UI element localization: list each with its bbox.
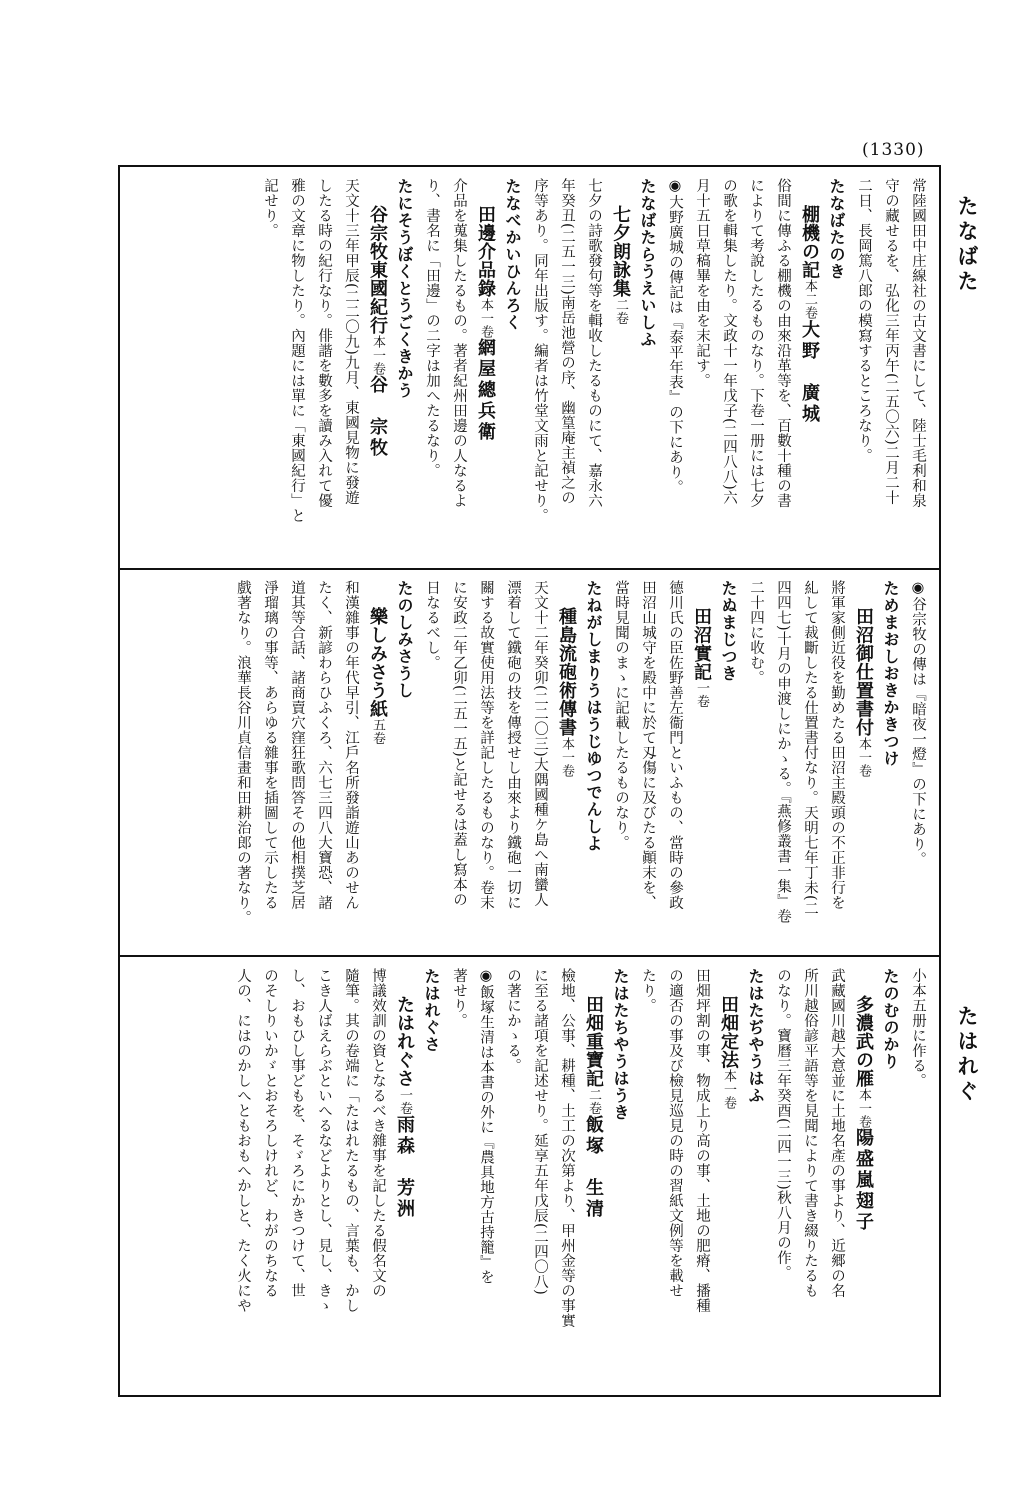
text-band-1 — [126, 178, 931, 560]
entry-body-line: 道其等合話、諸商賣穴窪狂歌問答その他相撲芝居 — [289, 580, 305, 910]
entry-body-line: ◉飯塚生清は本書の外に『農具地方古持籠』を — [478, 968, 494, 1285]
entry-heading: たなばたらうえいしふ — [638, 178, 657, 348]
entry-body-line: 博議效訓の資となるべき雜事を記したる假名文の — [370, 968, 386, 1298]
entry-body-line: 人の、にはのかしへともおもへかしと、たく火にや — [235, 968, 251, 1313]
entry-volumes: 二卷 — [613, 297, 628, 325]
entry-title-line — [715, 995, 742, 1388]
entry-title: 田邊介品錄 — [475, 205, 496, 298]
entry-title-line — [688, 607, 715, 947]
entry-title: 田沼御仕置書付 — [853, 607, 874, 737]
entry-heading: たなばたのき — [827, 178, 846, 280]
entry-author: 雨森 芳洲 — [394, 1114, 415, 1220]
entry-body-line: 田畑坪割の事、物成上り高の事、土地の肥瘠、播種 — [694, 968, 710, 1313]
entry-body-line: ◉大野廣城の傳記は『泰平年表』の下にあり。 — [667, 178, 683, 495]
entry-body-line: 當時見聞のまゝに記載したるものなり。 — [613, 580, 629, 850]
entry-heading: たにそうぼくとうごくきかう — [395, 178, 414, 399]
entry-volumes: 本一卷 — [370, 334, 385, 375]
entry-body-line: 武藏國川越大意並に土地名產の事より、近郷の名 — [829, 968, 845, 1298]
entry-title: 谷宗牧東國紀行 — [367, 205, 388, 335]
entry-body-line: 日なるべし。 — [424, 580, 440, 670]
entry-body-line: たり。 — [640, 968, 656, 1013]
entry-heading: ためまおしおきかきつけ — [881, 580, 900, 767]
side-heading-top: たなばた — [955, 195, 979, 295]
entry-heading: たなべかいひんろく — [503, 178, 522, 331]
entry-body-line: 四四七)十月の申渡しにかゝる。『燕修叢書一集』卷 — [775, 580, 791, 924]
entry-body-line: の歌を輯集したり。文政十一年戊子(二四八八)六 — [721, 178, 737, 506]
entry-body-line: 序等あり。同年出版す。編者は竹堂文雨と記せり。 — [532, 178, 548, 523]
entry-volumes: 二卷 — [586, 1087, 601, 1115]
entry-volumes: 本一卷 — [559, 736, 574, 777]
entry-body-line: 糺して裁斷したる仕置書付なり。天明七年丁未(二 — [802, 580, 818, 917]
page-number: (1330) — [862, 140, 925, 160]
band-divider — [118, 955, 941, 957]
entry-title-line — [580, 995, 607, 1388]
entry-heading: たのしみさうし — [395, 580, 414, 699]
entry-body-line: に至る諸項を記述せり。延享五年戊辰(二四〇八) — [532, 968, 548, 1296]
entry-title: 田畑定法 — [718, 995, 739, 1069]
entry-body-line: のなり。寶曆三年癸酉(二四一三)秋八月の作。 — [775, 968, 791, 1281]
entry-body-line: 將軍家側近役を勤めたる田沼主殿頭の不正非行を — [829, 580, 845, 910]
entry-heading: たはたちやうはうき — [611, 968, 630, 1121]
entry-volumes: 本一卷 — [478, 297, 493, 338]
continuation-line: 守の藏せるを、弘化三年丙午(二五〇六)二月二十 — [883, 178, 899, 506]
entry-body-line: 隨筆。其の卷端に「たはれたるもの、言葉も、かし — [343, 968, 359, 1313]
entry-body-line: こき人ばえらぶといへるなどよりとし、見し、きゝ — [316, 968, 332, 1313]
entry-title-line — [850, 995, 877, 1388]
entry-title: 種島流砲術傳書 — [556, 607, 577, 737]
text-band-2 — [126, 580, 931, 947]
entry-body-line: 月十五日草稿畢を由を末記す。 — [694, 178, 710, 388]
continuation-line: 小本五册に作る。 — [910, 968, 926, 1088]
entry-title: 田沼實記 — [691, 607, 712, 681]
entry-body-line: 天文十三年甲辰(二二〇九)九月、東國見物に發遊 — [343, 178, 359, 506]
entry-author: 網屋總兵衛 — [475, 338, 496, 443]
entry-title-line — [553, 607, 580, 947]
side-heading-bottom: たはれぐ — [955, 1005, 979, 1105]
continuation-line: 常陸國田中庄線社の古文書にして、陸士毛利和泉 — [910, 178, 926, 508]
entry-body-line: 戲著なり。浪華長谷川貞信畫和田耕治郎の著なり。 — [235, 580, 251, 925]
entry-title: 棚機の記 — [799, 205, 820, 279]
entry-title-line — [391, 995, 418, 1388]
entry-body-line: 介品を蒐集したるもの。著者紀州田邊の人なるよ — [451, 178, 467, 508]
entry-body-line: 所川越俗諺平語等を見聞によりて書き綴りたるも — [802, 968, 818, 1298]
entry-volumes: 本一卷 — [721, 1069, 736, 1110]
entry-title: 田畑重寶記 — [583, 995, 604, 1088]
entry-title-line — [364, 205, 391, 560]
entry-body-line: 天文十二年癸卯(二二〇三)大隅國種ケ島へ南蠻人 — [532, 580, 548, 908]
entry-body-line: り、書名に「田邊」の二字は加へたるなり。 — [424, 178, 440, 478]
entry-body-line: 檢地、公事、耕種、土工の次第より、甲州金等の事實 — [559, 968, 575, 1328]
entry-title: 七夕朗詠集 — [610, 205, 631, 298]
entry-body-line: 德川氏の臣佐野善左衞門といふもの、當時の參政 — [667, 580, 683, 910]
entry-author: 谷 宗牧 — [367, 375, 388, 459]
entry-body-line: たく、新諺わらひふくろ、六七三四八大寶恐、諸 — [316, 580, 332, 910]
entry-author: 大野 廣城 — [799, 319, 820, 425]
entry-body-line: 二十四に收む。 — [748, 580, 764, 685]
entry-body-line: 七夕の詩歌發句等を輯收したるものにて、嘉永六 — [586, 178, 602, 508]
entry-body-line: したる時の紀行なり。俳諧を數多を讀み入れて優 — [316, 178, 332, 508]
entry-body-line: によりて考說したるものなり。下卷一册には七夕 — [748, 178, 764, 508]
entry-body-line: 淨瑠璃の事等、あらゆる雜事を插圖して示したる — [262, 580, 278, 910]
entry-title-line — [796, 205, 823, 560]
entry-body-line: 和漢雜事の年代早引、江戶名所發詣遊山あのせん — [343, 580, 359, 910]
entry-title-line — [472, 205, 499, 560]
entry-title-line — [364, 607, 391, 947]
entry-body-line: 著せり。 — [451, 968, 467, 1028]
entry-author: 飯塚 生清 — [583, 1114, 604, 1220]
entry-heading: たのむのかり — [881, 968, 900, 1070]
entry-body-line: 年癸丑(二五一三)南岳池營の序、幽篁庵主禎之の — [559, 178, 575, 506]
entry-volumes: 一卷 — [694, 681, 709, 708]
entry-title-line — [850, 607, 877, 947]
entry-body-line: に安政二年乙卯(二五一五)と記せるは蓋し寫本の — [451, 580, 467, 908]
entry-heading: たはたぢやうはふ — [746, 968, 765, 1104]
continuation-line: ◉谷宗牧の傳は『暗夜一燈』の下にあり。 — [910, 580, 926, 867]
entry-heading: たはれぐさ — [422, 968, 441, 1053]
entry-body-line: の著にかゝる。 — [505, 968, 521, 1073]
band-divider — [118, 568, 941, 570]
text-band-3 — [126, 968, 931, 1388]
entry-body-line: 關する故實使用法等を詳記したるものなり。卷末 — [478, 580, 494, 910]
entry-body-line: のそしりいかゞとおそろしけれど、わがのちなる — [262, 968, 278, 1298]
entry-heading: たねがしまりうはうじゆつでんしよ — [584, 580, 603, 852]
entry-author: 陽盛嵐翅子 — [853, 1128, 874, 1233]
entry-body-line: 雅の文章に物したり。內題には單に「東國紀行」と — [289, 178, 305, 523]
entry-body-line: 俗間に傳ふる棚機の由來沿革等を、百數十種の書 — [775, 178, 791, 508]
entry-volumes: 本一卷 — [856, 736, 871, 777]
entry-body-line: 記せり。 — [262, 178, 278, 238]
entry-title: たはれぐさ — [394, 995, 415, 1088]
entry-title: 樂しみさう紙 — [367, 607, 388, 718]
entry-volumes: 一卷 — [397, 1087, 412, 1115]
entry-body-line: 田沼山城守を殿中に於て刄傷に及びたる顚末を、 — [640, 580, 656, 910]
entry-volumes: 五卷 — [370, 718, 385, 745]
entry-title-line — [607, 205, 634, 560]
entry-volumes: 本二卷 — [802, 279, 817, 320]
entry-title: 多濃武の雁 — [853, 995, 874, 1088]
entry-volumes: 本一卷 — [856, 1087, 871, 1128]
entry-body-line: し、おもひし事どもを、そゞろにかきつけて、世 — [289, 968, 305, 1298]
continuation-line: 二日、長岡篤八郎の模寫するところなり。 — [856, 178, 872, 463]
entry-body-line: の適否の事及び檢見巡見の時の習紙文例等を載せ — [667, 968, 683, 1298]
entry-heading: たぬまじつき — [719, 580, 738, 682]
entry-body-line: 漂着して鐵砲の技を傳授せし由來より鐵砲一切に — [505, 580, 521, 910]
